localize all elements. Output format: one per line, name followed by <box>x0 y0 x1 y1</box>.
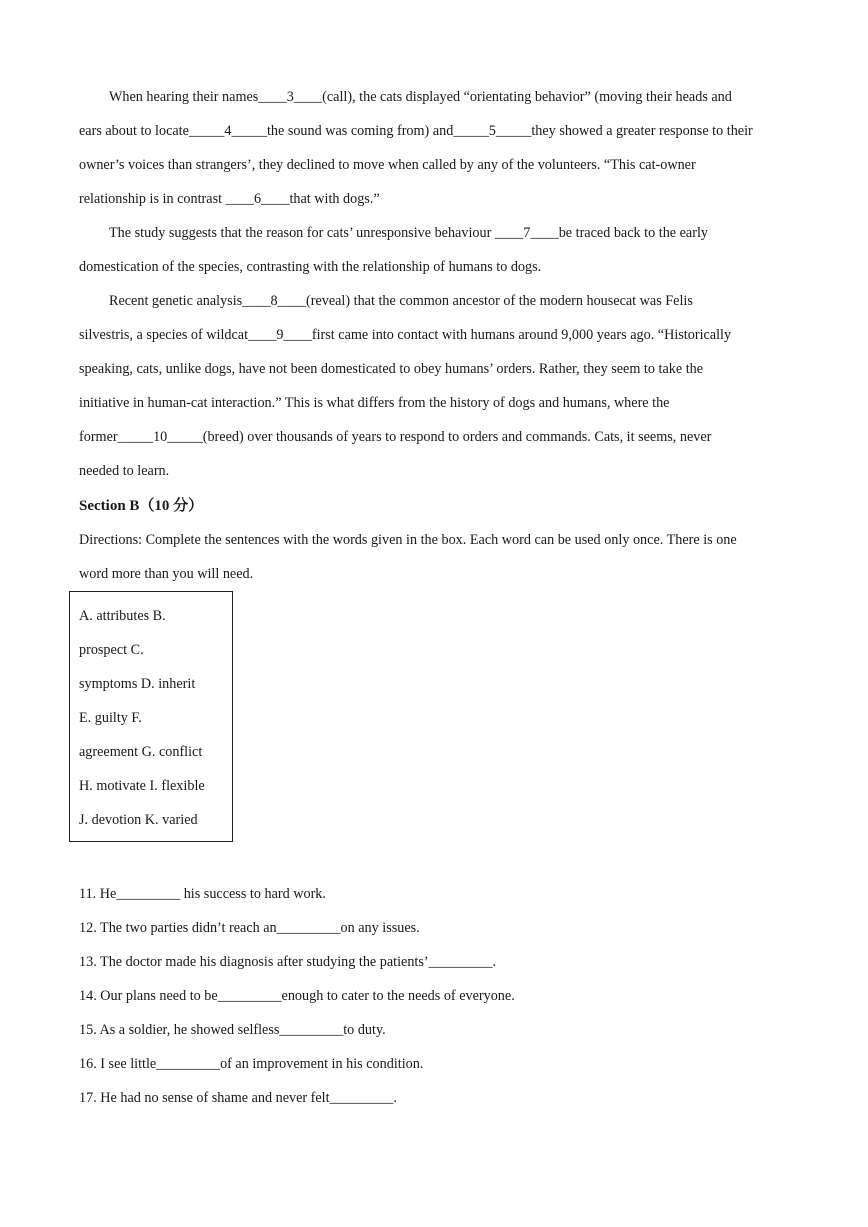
passage-text: relationship is in contrast <box>79 191 226 207</box>
word-bank-line: H. motivate I. flexible <box>79 778 205 794</box>
passage-text: (breed) over thousands of years to respond to orders and commands. Cats, it seems, never <box>202 429 712 445</box>
answer-blank-3: ____3____ <box>258 89 323 105</box>
passage-text: The study suggests that the reason for cats’ unresponsive behaviour <box>109 225 495 241</box>
word-bank-line: J. devotion K. varied <box>79 812 198 828</box>
answer-blank-10: _____10_____ <box>117 429 203 445</box>
question-17: 17. He had no sense of shame and never felt_________. <box>79 1090 397 1106</box>
passage-text: be traced back to the early <box>558 225 708 241</box>
word-bank-line: agreement G. conflict <box>79 744 203 760</box>
passage-line <box>109 291 693 311</box>
passage-text: Recent genetic analysis <box>109 293 243 309</box>
passage-line: initiative in human-cat interaction.” This is what differs from the history of dogs and humans, where the <box>79 395 670 411</box>
answer-blank-9: ____9____ <box>248 327 312 343</box>
passage-line <box>109 223 708 243</box>
passage-line <box>79 325 731 345</box>
passage-line: domestication of the species, contrasting with the relationship of humans to dogs. <box>79 259 542 275</box>
passage-text: ears about to locate <box>79 123 189 139</box>
answer-blank-8: ____8____ <box>242 293 306 309</box>
passage-text: first came into contact with humans around 9,000 years ago. “Historically <box>311 327 732 343</box>
word-bank-line: E. guilty F. <box>79 710 142 726</box>
question-16: 16. I see little_________of an improvement in his condition. <box>79 1056 424 1072</box>
answer-blank-4: _____4_____ <box>188 123 267 139</box>
answer-blank-7: ____7____ <box>494 225 559 241</box>
question-12: 12. The two parties didn’t reach an_________on any issues. <box>79 920 420 936</box>
passage-text: (reveal) that the common ancestor of the modern housecat was Felis <box>306 293 693 309</box>
passage-line: needed to learn. <box>79 463 170 479</box>
passage-text: that with dogs.” <box>289 191 380 207</box>
passage-text: silvestris, a species of wildcat <box>79 327 249 343</box>
answer-blank-6: ____6____ <box>225 191 290 207</box>
passage-text: former <box>79 429 118 445</box>
word-bank-box <box>69 591 233 842</box>
word-bank-line: prospect C. <box>79 642 144 658</box>
question-14: 14. Our plans need to be_________enough to cater to the needs of everyone. <box>79 988 515 1004</box>
passage-text: (call), the cats displayed “orientating behavior” (moving their heads and <box>322 89 732 105</box>
passage-text: they showed a greater response to their <box>531 123 753 139</box>
word-bank-line: symptoms D. inherit <box>79 676 196 692</box>
passage-text: When hearing their names <box>109 89 259 105</box>
passage-line <box>109 87 732 107</box>
question-11: 11. He_________ his success to hard work. <box>79 886 326 902</box>
passage-line: owner’s voices than strangers’, they declined to move when called by any of the volunteers. “This cat-owner <box>79 157 696 173</box>
passage-line <box>79 427 711 447</box>
question-15: 15. As a soldier, he showed selfless_________to duty. <box>79 1022 386 1038</box>
directions-text: Directions: Complete the sentences with the words given in the box. Each word can be used only once. There is one <box>79 532 737 548</box>
passage-line <box>79 189 380 209</box>
word-bank-line: A. attributes B. <box>79 608 166 624</box>
answer-blank-5: _____5_____ <box>453 123 532 139</box>
question-13: 13. The doctor made his diagnosis after studying the patients’_________. <box>79 954 497 970</box>
section-b-heading: Section B（10 分） <box>79 498 204 514</box>
directions-text: word more than you will need. <box>79 566 254 582</box>
passage-text: the sound was coming from) and <box>266 123 454 139</box>
passage-line <box>79 121 753 141</box>
passage-line: speaking, cats, unlike dogs, have not been domesticated to obey humans’ orders. Rather, they seem to take the <box>79 361 704 377</box>
